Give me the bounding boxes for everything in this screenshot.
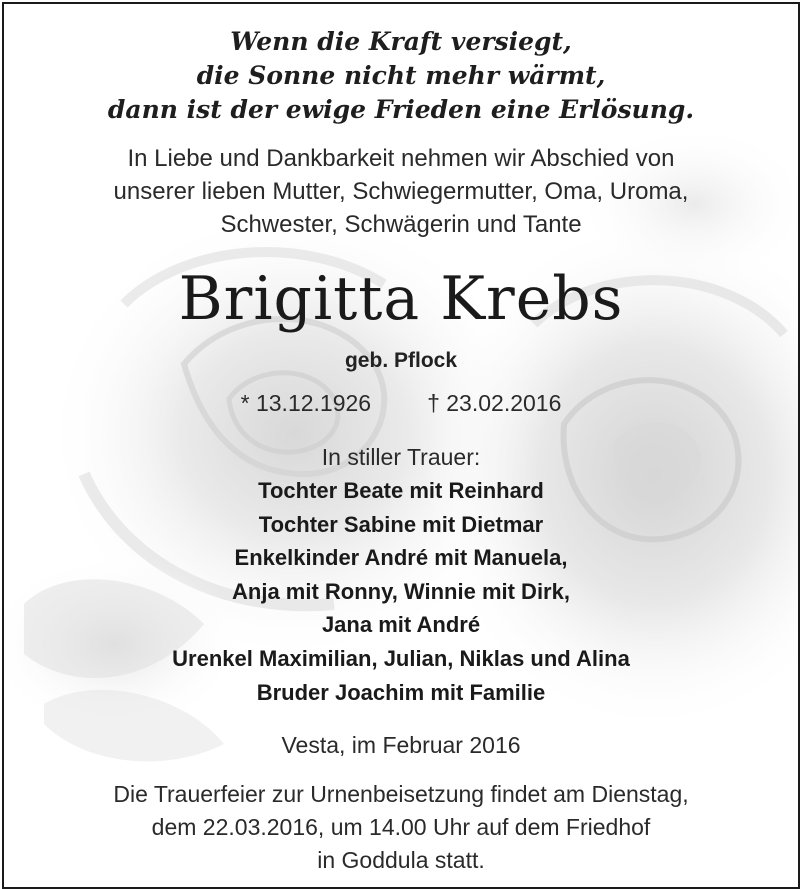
mourner-line: Anja mit Ronny, Winnie mit Dirk, <box>232 578 570 604</box>
intro-line: Schwester, Schwägerin und Tante <box>220 211 582 238</box>
poem-line: Wenn die Kraft versiegt, <box>230 27 572 56</box>
life-dates <box>4 387 798 419</box>
mourners-list <box>4 474 798 709</box>
mourner-line: Enkelkinder André mit Manuela, <box>234 545 568 571</box>
mourner-line: Jana mit André <box>321 612 481 638</box>
mourners-label: In stiller Trauer: <box>321 444 481 470</box>
intro-line: In Liebe und Dankbarkeit nehmen wir Abschied von <box>127 145 675 172</box>
memorial-poem <box>4 25 798 127</box>
poem-line: dann ist der ewige Frieden eine Erlösung. <box>107 95 695 124</box>
death-date: † 23.02.2016 <box>427 390 562 416</box>
poem-line: die Sonne nicht mehr wärmt, <box>196 61 606 90</box>
maiden-name: geb. Pflock <box>344 349 458 372</box>
mourner-line: Urenkel Maximilian, Julian, Niklas und Alina <box>172 645 630 671</box>
farewell-intro <box>4 142 798 241</box>
funeral-line: in Goddula statt. <box>317 847 485 873</box>
place-and-date: Vesta, im Februar 2016 <box>281 732 521 758</box>
mourner-line: Tochter Sabine mit Dietmar <box>258 511 544 537</box>
obituary-frame <box>2 2 800 889</box>
mourner-line: Bruder Joachim mit Familie <box>256 679 546 705</box>
funeral-notice <box>4 778 798 877</box>
funeral-line: dem 22.03.2016, um 14.00 Uhr auf dem Friedhof <box>151 814 651 840</box>
intro-line: unserer lieben Mutter, Schwiegermutter, Oma, Uroma, <box>113 178 689 205</box>
funeral-line: Die Trauerfeier zur Urnenbeisetzung findet am Dienstag, <box>113 781 689 807</box>
deceased-name: Brigitta Krebs <box>178 264 624 334</box>
mourner-line: Tochter Beate mit Reinhard <box>258 478 544 503</box>
birth-date: * 13.12.1926 <box>240 390 372 416</box>
